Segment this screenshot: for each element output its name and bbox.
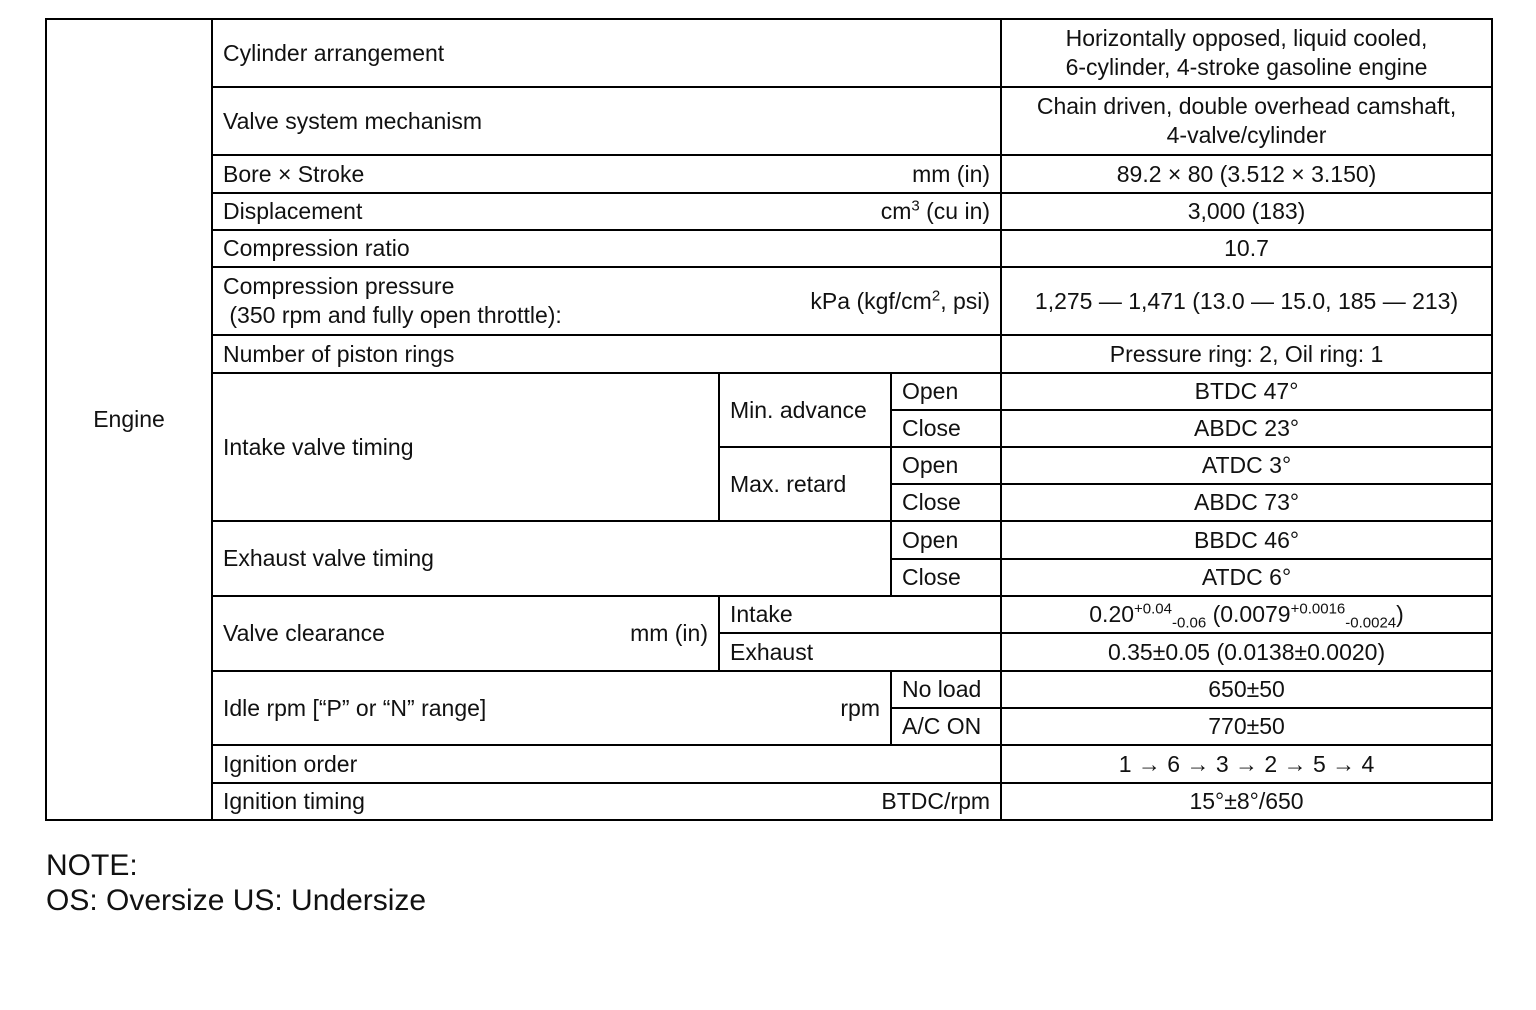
displacement-label: Displacement $cm^3$ (cu in) bbox=[212, 193, 1001, 230]
bore-stroke-value: 89.2 × 80 (3.512 × 3.150) bbox=[1001, 155, 1492, 193]
exhaust-open-value: BBDC 46° bbox=[1001, 521, 1492, 559]
exhaust-timing-label: Exhaust valve timing bbox=[212, 521, 891, 596]
idle-rpm-label: Idle rpm [“P” or “N” range] rpm bbox=[212, 671, 891, 745]
compression-pressure-label: Compression pressure (350 rpm and fully open throttle): kPa ($kgf/cm^2$, psi) bbox=[212, 267, 1001, 335]
ignition-timing-unit: BTDC/rpm bbox=[881, 788, 991, 814]
max-retard-open-value: ATDC 3° bbox=[1001, 447, 1492, 484]
valve-system-label: Valve system mechanism bbox=[212, 87, 1001, 155]
intake-timing-label: Intake valve timing bbox=[212, 373, 719, 521]
compression-pressure-unit: kPa ($kgf/cm^2$, psi) bbox=[810, 286, 991, 314]
valve-clearance-exhaust-value: 0.35±0.05 (0.0138±0.0020) bbox=[1001, 633, 1492, 671]
compression-pressure-value: 1,275 — 1,471 (13.0 — 15.0, 185 — 213) bbox=[1001, 267, 1492, 335]
max-retard-label: Max. retard bbox=[719, 447, 891, 521]
exhaust-close-value: ATDC 6° bbox=[1001, 559, 1492, 596]
compression-ratio-value: 10.7 bbox=[1001, 230, 1492, 267]
piston-rings-value: Pressure ring: 2, Oil ring: 1 bbox=[1001, 335, 1492, 373]
valve-system-value: Chain driven, double overhead camshaft, 4-valve/cylinder bbox=[1001, 87, 1492, 155]
ignition-timing-label: Ignition timing BTDC/rpm bbox=[212, 783, 1001, 820]
note-title: NOTE: bbox=[46, 849, 138, 882]
piston-rings-label: Number of piston rings bbox=[212, 335, 1001, 373]
cylinder-arrangement-label: Cylinder arrangement bbox=[212, 19, 1001, 87]
exhaust-open-label: Open bbox=[891, 521, 1001, 559]
displacement-value: 3,000 (183) bbox=[1001, 193, 1492, 230]
note-block bbox=[46, 848, 426, 918]
min-advance-label: Min. advance bbox=[719, 373, 891, 447]
valve-clearance-intake-value: $0.20^{+0.04}_{-0.06}$ $(0.0079^{+0.0016}_{-0.0024})$ bbox=[1001, 596, 1492, 633]
engine-spec-table bbox=[45, 18, 1493, 821]
valve-clearance-intake-label: Intake bbox=[719, 596, 1001, 633]
ignition-order-label: Ignition order bbox=[212, 745, 1001, 783]
cylinder-arrangement-value: Horizontally opposed, liquid cooled, 6-cylinder, 4-stroke gasoline engine bbox=[1001, 19, 1492, 87]
idle-rpm-unit: rpm bbox=[840, 694, 880, 721]
ignition-timing-value: 15°±8°/650 bbox=[1001, 783, 1492, 820]
max-retard-close-value: ABDC 73° bbox=[1001, 484, 1492, 521]
valve-clearance-label: Valve clearance mm (in) bbox=[212, 596, 719, 671]
ignition-order-value: 1 → 6 → 3 → 2 → 5 → 4 bbox=[1001, 745, 1492, 783]
bore-stroke-label: Bore × Stroke mm (in) bbox=[212, 155, 1001, 193]
note-text: OS: Oversize US: Undersize bbox=[46, 884, 427, 917]
max-retard-close-label: Close bbox=[891, 484, 1001, 521]
bore-stroke-unit: mm (in) bbox=[912, 160, 991, 187]
min-advance-close-value: ABDC 23° bbox=[1001, 410, 1492, 447]
min-advance-open-label: Open bbox=[891, 373, 1001, 410]
valve-clearance-exhaust-label: Exhaust bbox=[719, 633, 1001, 671]
valve-clearance-unit: mm (in) bbox=[630, 620, 708, 646]
idle-ac-on-label: A/C ON bbox=[891, 708, 1001, 745]
displacement-unit: $cm^3$ (cu in) bbox=[880, 197, 991, 224]
section-label: Engine bbox=[46, 19, 212, 820]
idle-no-load-label: No load bbox=[891, 671, 1001, 708]
idle-no-load-value: 650±50 bbox=[1001, 671, 1492, 708]
max-retard-open-label: Open bbox=[891, 447, 1001, 484]
idle-ac-on-value: 770±50 bbox=[1001, 708, 1492, 745]
min-advance-close-label: Close bbox=[891, 410, 1001, 447]
compression-ratio-label: Compression ratio bbox=[212, 230, 1001, 267]
exhaust-close-label: Close bbox=[891, 559, 1001, 596]
min-advance-open-value: BTDC 47° bbox=[1001, 373, 1492, 410]
